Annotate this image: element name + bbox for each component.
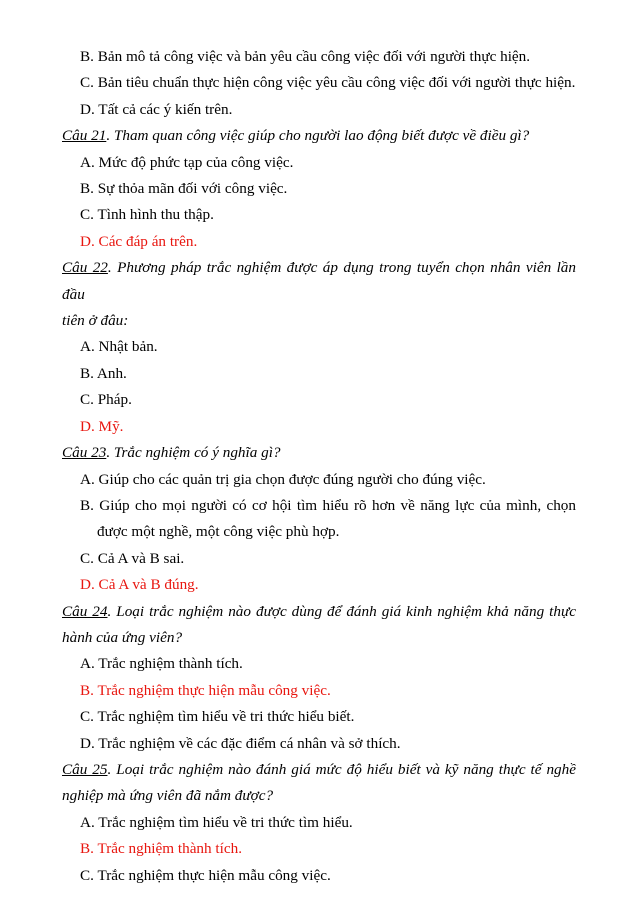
answer-option: C. Bản tiêu chuẩn thực hiện công việc yêu cầu công việc đối với người thực hiện.	[80, 74, 576, 92]
answer-option: A. Mức độ phức tạp của công việc.	[80, 153, 294, 171]
answer-option: C. Trắc nghiệm tìm hiểu về tri thức hiểu biết.	[80, 708, 355, 726]
question-number: Câu 24	[62, 602, 108, 620]
question-number: Câu 25	[62, 760, 108, 778]
answer-option-continued: được một nghề, một công việc phù hợp.	[97, 523, 340, 541]
question-23	[0, 440, 638, 466]
answer-option: B. Anh.	[80, 364, 127, 382]
answer-option: B. Sự thỏa mãn đối với công việc.	[80, 180, 288, 198]
question-text: . Tham quan công việc giúp cho người lao động biết được về điều gì?	[106, 127, 530, 145]
question-text: . Loại trắc nghiệm nào được dùng để đánh giá kinh nghiệm khả năng thực	[107, 602, 576, 620]
question-text: . Loại trắc nghiệm nào đánh giá mức độ hiểu biết và kỹ năng thực tế nghề	[107, 760, 576, 778]
answer-option: D. Tất cả các ý kiến trên.	[80, 100, 233, 118]
answer-option: A. Trắc nghiệm thành tích.	[80, 655, 243, 673]
answer-option: C. Pháp.	[80, 391, 132, 409]
answer-option: A. Trắc nghiệm tìm hiểu về tri thức tìm hiểu.	[80, 813, 353, 831]
answer-option: C. Trắc nghiệm thực hiện mẫu công việc.	[80, 866, 331, 884]
answer-option: C. Cả A và B sai.	[80, 549, 185, 567]
question-number: Câu 21	[62, 127, 107, 145]
question-25	[0, 757, 638, 783]
question-text-continued: nghiệp mà ứng viên đã nắm được?	[62, 787, 274, 805]
question-text-continued: hành của ứng viên?	[62, 628, 183, 646]
answer-option: A. Giúp cho các quản trị gia chọn được đúng người cho đúng việc.	[80, 470, 486, 488]
question-text: . Phương pháp trắc nghiệm được áp dụng trong tuyển chọn nhân viên lần đầu	[62, 259, 576, 303]
correct-answer-option: D. Cả A và B đúng.	[80, 576, 199, 594]
question-22	[0, 255, 638, 308]
question-text-continued: tiên ở đâu:	[62, 312, 129, 330]
question-number: Câu 22	[62, 259, 108, 277]
correct-answer-option: D. Mỹ.	[80, 417, 124, 435]
correct-answer-option: B. Trắc nghiệm thành tích.	[80, 840, 242, 858]
answer-option: D. Trắc nghiệm về các đặc điểm cá nhân và sở thích.	[80, 734, 401, 752]
correct-answer-option: B. Trắc nghiệm thực hiện mẫu công việc.	[80, 681, 331, 699]
answer-option: A. Nhật bản.	[80, 338, 158, 356]
question-21	[0, 123, 638, 149]
answer-option: B. Giúp cho mọi người có cơ hội tìm hiểu rõ hơn về năng lực của mình, chọn	[80, 496, 576, 514]
question-number: Câu 23	[62, 444, 107, 462]
question-text: . Trắc nghiệm có ý nghĩa gì?	[106, 444, 281, 462]
question-24	[0, 599, 638, 625]
correct-answer-option: D. Các đáp án trên.	[80, 232, 198, 250]
answer-option: C. Tình hình thu thập.	[80, 206, 214, 224]
answer-option: B. Bản mô tả công việc và bản yêu cầu công việc đối với người thực hiện.	[80, 48, 531, 65]
